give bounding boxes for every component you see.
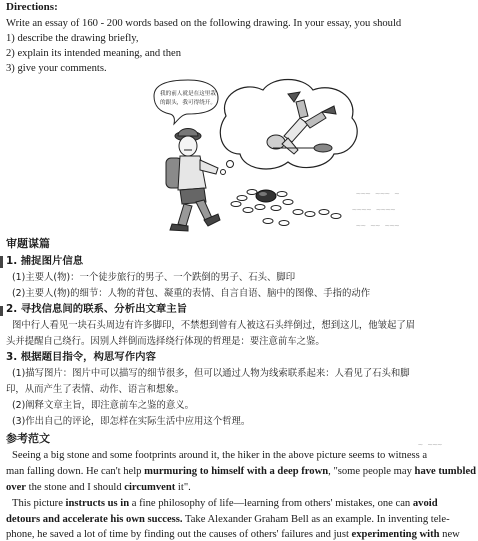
bleed-through-mark: ~~ ~~ ~~~ <box>356 221 400 230</box>
analysis-step-3-title: 3. 根据题目指令，构思写作内容 <box>6 351 156 363</box>
key-phrase: avoid <box>412 498 438 509</box>
text-run: a fine philosophy of life—learning from others' mistakes, one can <box>129 498 413 509</box>
sample-p1-line-2 <box>6 465 476 478</box>
analysis-step-1-title: 1. 捕捉图片信息 <box>6 255 84 267</box>
stone-icon <box>256 190 276 202</box>
cartoon-drawing <box>148 76 364 236</box>
text-run: , "some people may <box>328 466 415 477</box>
key-phrase: murmuring to himself with a deep frown <box>144 466 329 477</box>
analysis-step-2-text-1: 图中行人看见一块石头周边有许多脚印，不禁想到曾有人被这石头绊倒过，想到这儿，他皱起了眉 <box>12 320 416 331</box>
analysis-step-3-point-2: (2)阐释文章主旨，即注意前车之鉴的意义。 <box>12 400 195 411</box>
analysis-step-3-point-1a: (1)描写图片：图片中可以描写的细节很多，但可以通过人物为线索联系起来：人看见了石头和脚 <box>12 368 410 379</box>
hiker-icon <box>166 129 220 232</box>
sample-p2-line-2 <box>6 513 450 526</box>
key-phrase: circumvent <box>124 482 176 493</box>
speech-line-1: 我的前人就是在这里栽 <box>160 91 216 97</box>
text-run: Take Alexander Graham Bell as an example. In inventing tele- <box>182 514 450 525</box>
analysis-step-3-point-1b: 印，从而产生了表情、动作、语言和想象。 <box>6 384 185 395</box>
text-run: This picture <box>12 498 66 509</box>
margin-mark <box>0 306 3 316</box>
analysis-title: 审题谋篇 <box>6 237 50 250</box>
directions-heading: Directions: <box>6 1 58 13</box>
directions-item-1: 1) describe the drawing briefly, <box>6 33 139 44</box>
sample-p1-line-3 <box>6 481 191 494</box>
sample-title: 参考范文 <box>6 432 50 445</box>
bleed-through-mark: ~~~~ ~~~~ <box>352 205 396 214</box>
sample-p1-line-1: Seeing a big stone and some footprints around it, the hiker in the above picture seems to witness a <box>12 450 428 461</box>
bleed-through-mark: ~ ~~~ <box>418 440 443 449</box>
sample-p2-line-3 <box>6 528 460 541</box>
key-phrase: experimenting with <box>351 529 440 540</box>
bleed-through-mark: ~~~ ~~~ ~ <box>356 189 400 198</box>
text-run: man falling down. He can't help <box>6 466 145 477</box>
key-phrase: instructs us in <box>65 498 130 509</box>
analysis-step-3-point-3: (3)作出自己的评论，即怎样在实际生活中应用这个哲理。 <box>12 416 251 427</box>
key-phrase: have tumbled <box>414 466 477 477</box>
footprints-icon <box>231 190 341 226</box>
analysis-step-2-text-2: 头并提醒自己绕行。因别人绊倒而选择绕行体现的哲理是：要注意前车之鉴。 <box>6 336 325 347</box>
key-phrase: over <box>6 482 26 493</box>
margin-mark <box>0 256 3 268</box>
analysis-step-1-point-1: (1)主要人(物)：一个徒步旅行的男子、一个跌倒的男子、石头、脚印 <box>12 272 296 283</box>
directions-item-2: 2) explain its intended meaning, and then <box>6 48 182 59</box>
speech-line-2: 的跟头，我可得绕开。 <box>160 100 216 106</box>
analysis-step-1-point-2: (2)主要人(物)的细节：人物的背包、凝重的表情、自言自语、脑中的图像、手指的动作 <box>12 288 371 299</box>
key-phrase: detours and accelerate his own success. <box>6 514 183 525</box>
text-run: the stone and I should <box>26 482 125 493</box>
text-run: it". <box>175 482 191 493</box>
directions-item-3: 3) give your comments. <box>6 63 107 74</box>
text-run: new <box>439 529 460 540</box>
text-run: phone, he saved a lot of time by finding out the causes of others' failures and just <box>6 529 352 540</box>
analysis-step-2-title: 2. 寻找信息间的联系、分析出文章主旨 <box>6 303 188 315</box>
directions-line: Write an essay of 160 - 200 words based on the following drawing. In your essay, you should <box>6 18 402 29</box>
sample-p2-line-1 <box>12 497 438 510</box>
